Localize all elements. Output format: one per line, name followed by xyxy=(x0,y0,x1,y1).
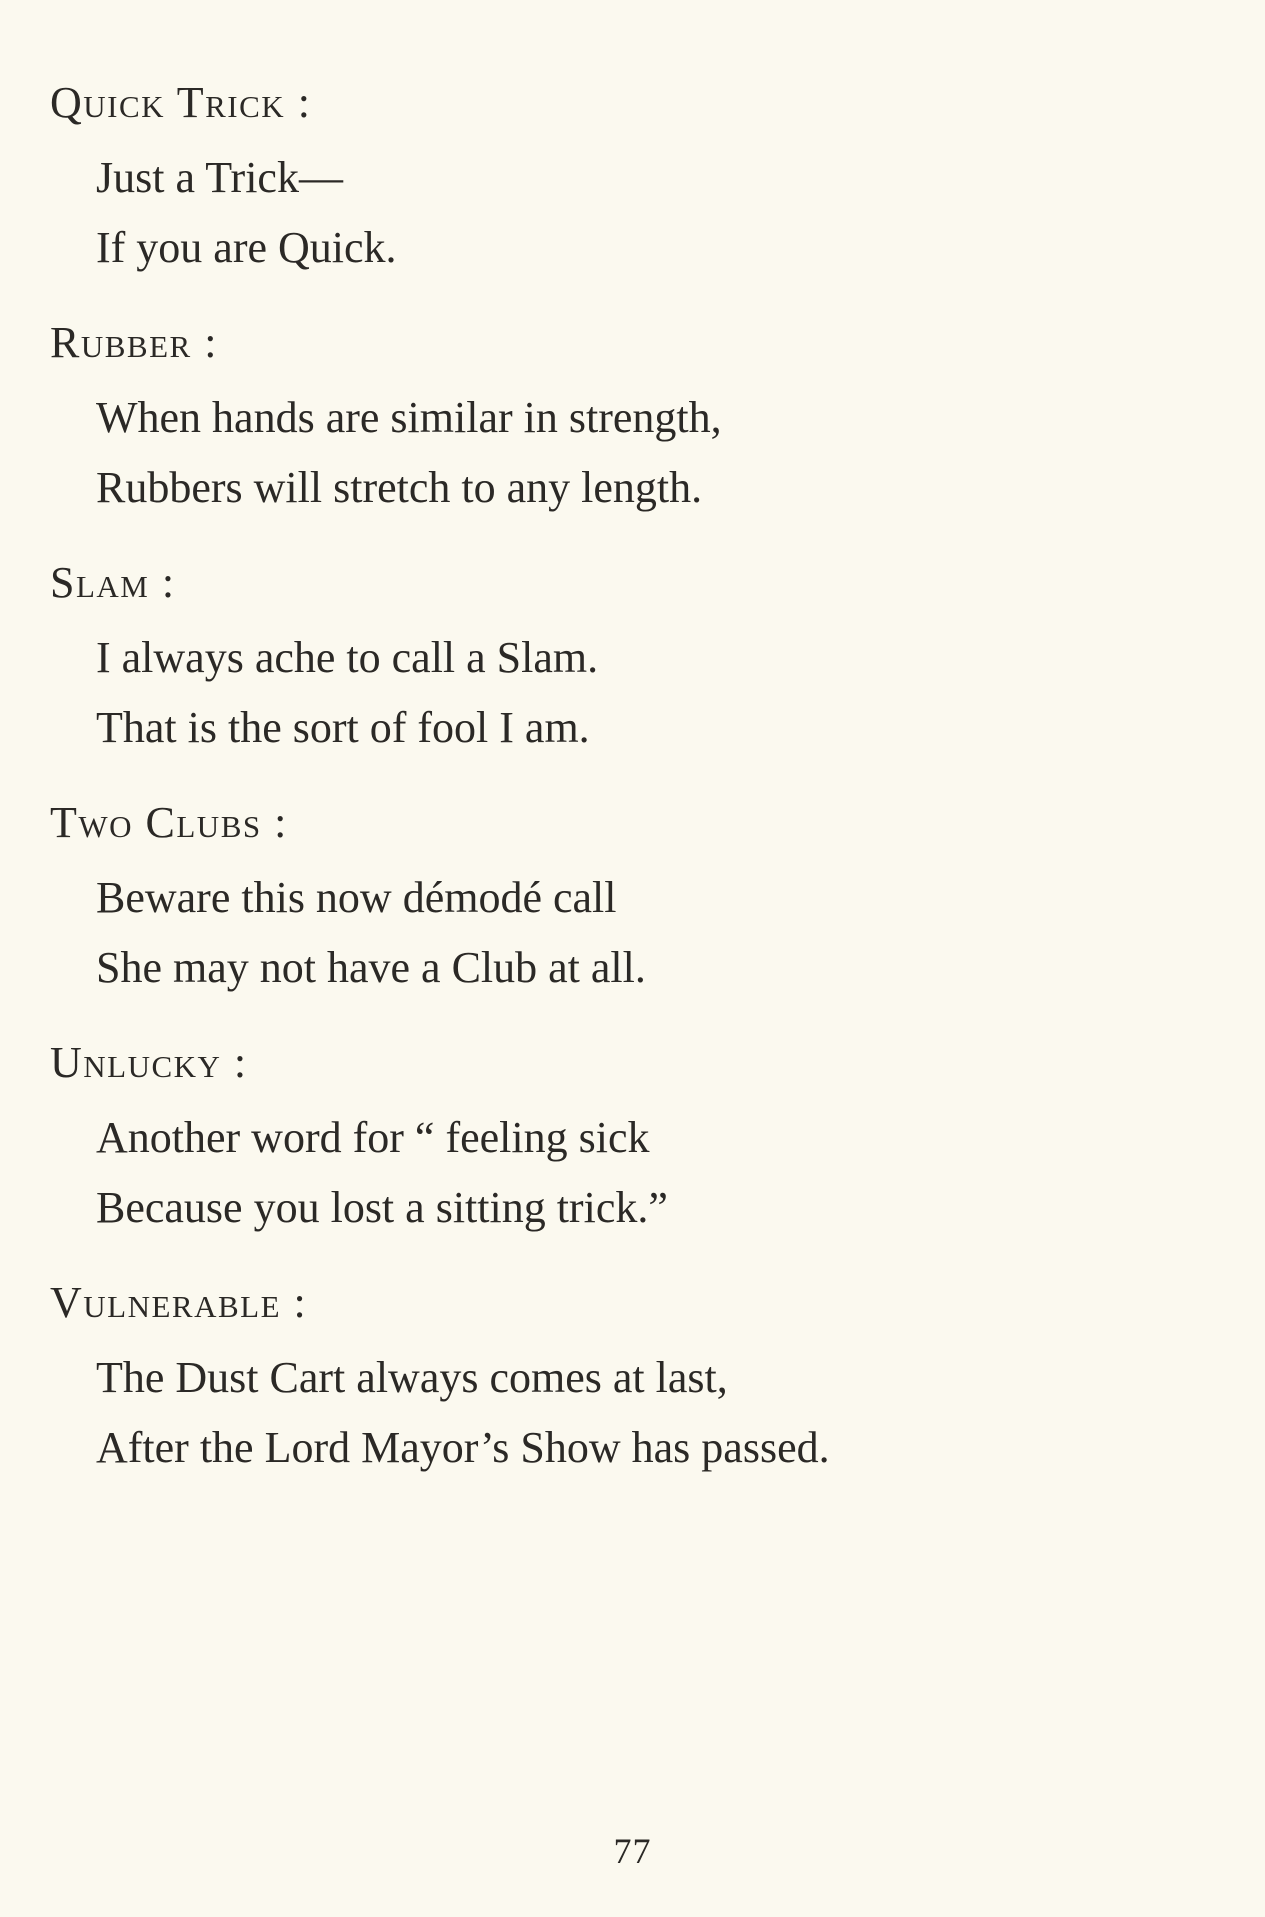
verse-line: If you are Quick. xyxy=(96,223,397,272)
verse-line: After the Lord Mayor’s Show has passed. xyxy=(96,1423,830,1472)
verse-line: Another word for “ feeling sick xyxy=(96,1113,650,1162)
entry-verse xyxy=(96,1103,1050,1243)
entry-vulnerable xyxy=(50,1275,1050,1483)
entry-term: Two Clubs : xyxy=(50,798,288,847)
entry-term: Unlucky : xyxy=(50,1038,248,1087)
entry-verse xyxy=(96,143,1050,283)
entry-term: Vulnerable : xyxy=(50,1278,308,1327)
page-number: 77 xyxy=(613,1831,652,1871)
entry-verse xyxy=(96,863,1050,1003)
entry-verse xyxy=(96,1343,1050,1483)
verse-line: That is the sort of fool I am. xyxy=(96,703,590,752)
entry-verse xyxy=(96,383,1050,523)
verse-line: She may not have a Club at all. xyxy=(96,943,646,992)
entry-term: Slam : xyxy=(50,558,176,607)
entry-term: Quick Trick : xyxy=(50,78,312,127)
verse-line: Beware this now démodé call xyxy=(96,873,617,922)
verse-line: I always ache to call a Slam. xyxy=(96,633,599,682)
verse-line: The Dust Cart always comes at last, xyxy=(96,1353,728,1402)
verse-line: Rubbers will stretch to any length. xyxy=(96,463,703,512)
entry-two-clubs xyxy=(50,795,1050,1003)
entry-rubber xyxy=(50,315,1050,523)
entry-verse xyxy=(96,623,1050,763)
verse-line: When hands are similar in strength, xyxy=(96,393,722,442)
verse-line: Just a Trick— xyxy=(96,153,343,202)
entry-term: Rubber : xyxy=(50,318,218,367)
verse-line: Because you lost a sitting trick.” xyxy=(96,1183,668,1232)
entry-slam xyxy=(50,555,1050,763)
entry-unlucky xyxy=(50,1035,1050,1243)
entry-quick-trick xyxy=(50,75,1050,283)
